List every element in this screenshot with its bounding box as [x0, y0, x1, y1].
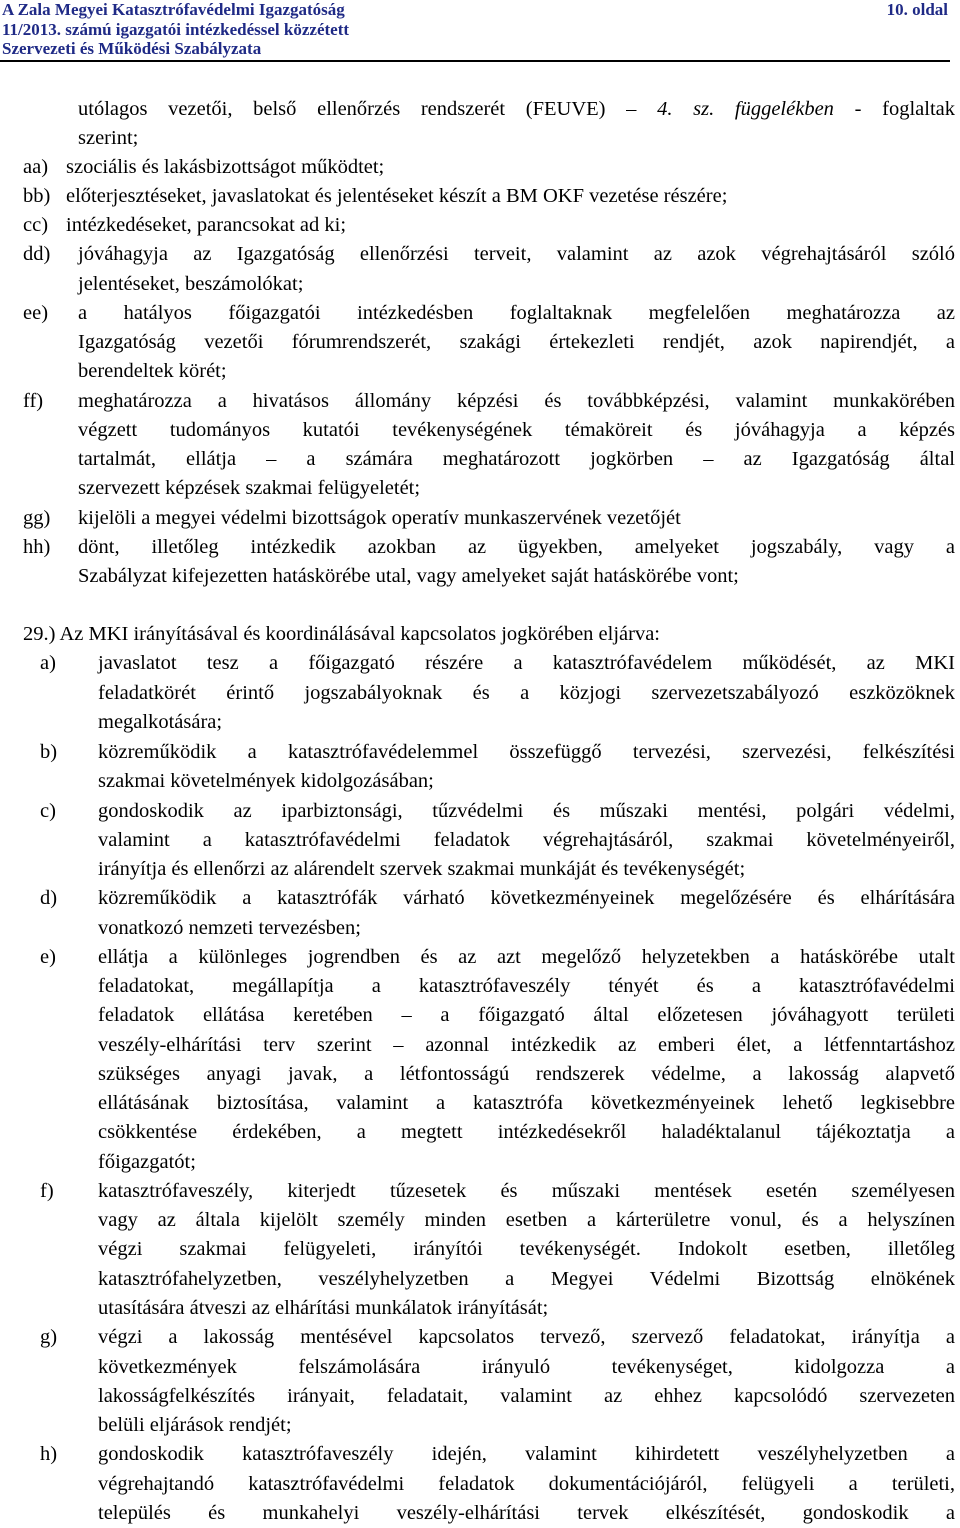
list-item-label: b) [40, 741, 58, 763]
list-item-line: végrehajtandó katasztrófavédelmi feladatok dokumentációjáról, felügyeli a területi, [98, 1473, 955, 1495]
list-item-line: ellátja a különleges jogrendben és az azt megelőző helyzetekben a hatáskörébe utalt [98, 946, 955, 968]
document-title: Szervezeti és Működési Szabályzata [2, 39, 262, 58]
list-item-line: javaslatot tesz a főigazgató részére a katasztrófavédelem működését, az MKI [98, 652, 955, 674]
list-item-line: katasztrófahelyzetben, veszélyhelyzetben a Megyei Védelmi Bizottság elnökének [98, 1268, 955, 1290]
list-item-line: település és munkahelyi veszély-elhárítási tervek elkészítését, gondoskodik a [98, 1502, 955, 1524]
org-name: A Zala Megyei Katasztrófavédelmi Igazgatóság [2, 0, 345, 19]
list-item-line: szociális és lakásbizottságot működtet; [66, 156, 385, 178]
list-item-label: dd) [23, 243, 51, 265]
list-item-line: vagy az általa kijelölt személy minden esetben a kárterületre vonul, és a helyszínen [98, 1209, 955, 1231]
list-item-line: berendeltek körét; [78, 360, 227, 382]
list-item-line: megalkotására; [98, 711, 223, 733]
list-item-line: vonatkozó nemzeti tervezésben; [98, 917, 361, 939]
list-item-line: közreműködik a katasztrófavédelemmel összefüggő tervezési, szervezési, felkészítési [98, 741, 955, 763]
list-item-label: a) [40, 652, 56, 674]
list-item-line: jelentéseket, beszámolókat; [78, 273, 304, 295]
list-item-line: következmények felszámolására irányuló tevékenységet, kidolgozza a [98, 1356, 955, 1378]
list-item-line: tartalmát, ellátja – a számára meghatározott jogkörben – az Igazgatóság által [78, 448, 955, 470]
list-item-label: cc) [23, 214, 49, 236]
list-item-label: c) [40, 800, 56, 822]
list-item-line: gondoskodik katasztrófaveszély idején, valamint kihirdetett veszélyhelyzetben a [98, 1443, 955, 1465]
list-item-label: ee) [23, 302, 49, 324]
list-item-label: d) [40, 887, 58, 909]
list-item-line: ellátásának biztosítása, valamint a katasztrófa következményeinek lehető legkisebbre [98, 1092, 955, 1114]
list-item-label: ff) [23, 390, 44, 412]
list-item-label: g) [40, 1326, 58, 1348]
list-item-label: gg) [23, 507, 51, 529]
list-item-label: f) [40, 1180, 54, 1202]
list-item-line: katasztrófaveszély, kiterjedt tűzesetek és műszaki mentések esetén személyesen [98, 1180, 955, 1202]
list-item-line: feladatkörét érintő jogszabályoknak és a közjogi szervezetszabályozó eszközöknek [98, 682, 955, 704]
list-item-line: gondoskodik az iparbiztonsági, tűzvédelmi és műszaki mentési, polgári védelmi, [98, 800, 955, 822]
list-item-line: meghatározza a hivatásos állomány képzési és továbbképzési, valamint munkakörében [78, 390, 955, 412]
list-item-label: e) [40, 946, 56, 968]
list-item-line: dönt, illetőleg intézkedik azokban az ügyekben, amelyeket jogszabály, vagy a [78, 536, 955, 558]
section-29-heading: 29.) Az MKI irányításával és koordinálásával kapcsolatos jogkörében eljárva: [23, 623, 661, 645]
list-item-line: főigazgatót; [98, 1151, 196, 1173]
list-item-line: közreműködik a katasztrófák várható következményeinek megelőzésére és elhárítására [98, 887, 955, 909]
list-item-line: szervezett képzések szakmai felügyeletét; [78, 477, 421, 499]
list-item-line: valamint a katasztrófavédelmi feladatok végrehajtásáról, szakmai követelményeiről, [98, 829, 955, 851]
list-item-label: aa) [23, 156, 49, 178]
list-item-line: végzi szakmai felügyeleti, irányítói tevékenységét. Indokolt esetben, illetőleg [98, 1238, 955, 1260]
list-item-label: hh) [23, 536, 51, 558]
list-item-line: csökkentése érdekében, a megtett intézkedésekről haladéktalanul tájékoztatja a [98, 1121, 955, 1143]
list-item-label: bb) [23, 185, 51, 207]
list-item-line: végzett tudományos kutatói tevékenységének témaköreit és jóváhagyja a képzés [78, 419, 955, 441]
decree-reference: 11/2013. számú igazgatói intézkedéssel közzétett [2, 20, 350, 39]
list-item-line: végzi a lakosság mentésével kapcsolatos tervező, szervező feladatokat, irányítja a [98, 1326, 955, 1348]
list-item-line: feladatokat, megállapítja a katasztrófaveszély tényét és a katasztrófavédelmi [98, 975, 955, 997]
list-item-line: veszély-elhárítási terv szerint – azonnal intézkedik az emberi élet, a létfenntartáshoz [98, 1034, 955, 1056]
list-item-line: irányítja és ellenőrzi az alárendelt szervek szakmai munkáját és tevékenységét; [98, 858, 746, 880]
page-number: 10. oldal [886, 0, 948, 19]
list-item-line: előterjesztéseket, javaslatokat és jelentéseket készít a BM OKF vezetése részére; [66, 185, 728, 207]
list-item-line: kijelöli a megyei védelmi bizottságok operatív munkaszervének vezetőjét [78, 507, 681, 529]
list-item-line: szükséges anyagi javak, a létfontosságú rendszerek védelme, a lakosság alapvető [98, 1063, 955, 1085]
header-divider [0, 60, 950, 62]
list-item-line: feladatok ellátása keretében – a főigazgató által előzetesen jóváhagyott területi [98, 1004, 955, 1026]
list-item-line: szakmai követelmények kidolgozásában; [98, 770, 434, 792]
list-item-line: Igazgatóság vezetői fórumrendszerét, szakági értekezleti rendjét, azok napirendjét, a [78, 331, 955, 353]
list-item-line: belüli eljárások rendjét; [98, 1414, 292, 1436]
list-item-line: a hatályos főigazgatói intézkedésben foglaltaknak megfelelően meghatározza az [78, 302, 955, 324]
list-item-line: jóváhagyja az Igazgatóság ellenőrzési terveit, valamint az azok végrehajtásáról szóló [78, 243, 955, 265]
list-item-line: utasítására átveszi az elhárítási munkálatok irányítását; [98, 1297, 549, 1319]
continuation-line-1: szerint; [78, 127, 139, 149]
continuation-line-0: utólagos vezetői, belső ellenőrzés rendszerét (FEUVE) – 4. sz. függelékben - foglaltak [78, 98, 955, 120]
list-item-line: Szabályzat kifejezetten hatáskörébe utal, vagy amelyeket saját hatáskörébe vont; [78, 565, 739, 587]
list-item-label: h) [40, 1443, 58, 1465]
list-item-line: lakosságfelkészítés irányait, feladatait, valamint az ehhez kapcsolódó szervezeten [98, 1385, 955, 1407]
list-item-line: intézkedéseket, parancsokat ad ki; [66, 214, 347, 236]
